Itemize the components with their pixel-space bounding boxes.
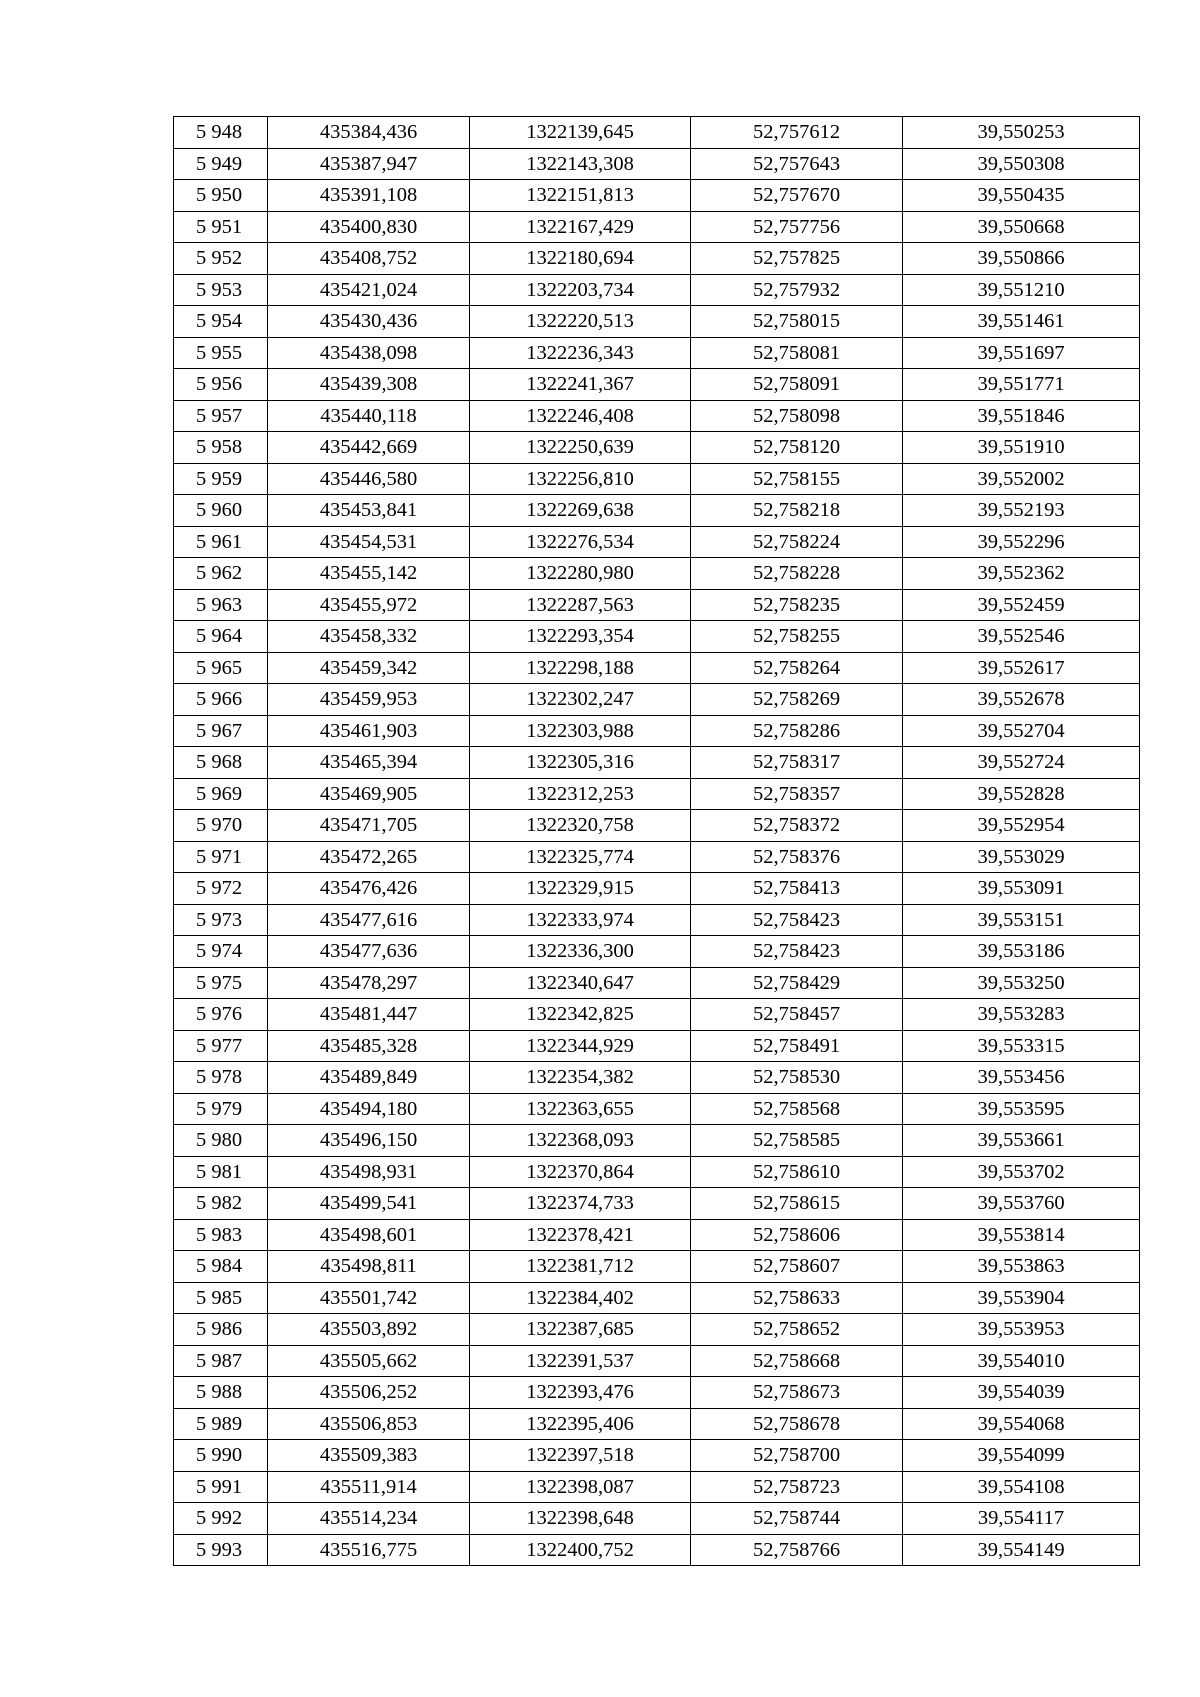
point-number-cell: 5 956	[174, 369, 268, 401]
point-number-cell: 5 970	[174, 810, 268, 842]
latitude-cell: 52,758766	[691, 1534, 903, 1566]
latitude-cell: 52,758224	[691, 526, 903, 558]
longitude-cell: 39,553953	[903, 1314, 1140, 1346]
table-row	[174, 1156, 1140, 1188]
x-coordinate-cell: 435387,947	[268, 148, 470, 180]
longitude-cell: 39,553661	[903, 1125, 1140, 1157]
x-coordinate-cell: 435459,953	[268, 684, 470, 716]
point-number-cell: 5 980	[174, 1125, 268, 1157]
latitude-cell: 52,758673	[691, 1377, 903, 1409]
point-number-cell: 5 965	[174, 652, 268, 684]
point-number-cell: 5 972	[174, 873, 268, 905]
y-coordinate-cell: 1322370,864	[470, 1156, 691, 1188]
latitude-cell: 52,758372	[691, 810, 903, 842]
x-coordinate-cell: 435485,328	[268, 1030, 470, 1062]
table-row	[174, 684, 1140, 716]
x-coordinate-cell: 435439,308	[268, 369, 470, 401]
x-coordinate-cell: 435453,841	[268, 495, 470, 527]
table-row	[174, 621, 1140, 653]
longitude-cell: 39,553814	[903, 1219, 1140, 1251]
longitude-cell: 39,553283	[903, 999, 1140, 1031]
y-coordinate-cell: 1322269,638	[470, 495, 691, 527]
table-row	[174, 1440, 1140, 1472]
x-coordinate-cell: 435455,142	[268, 558, 470, 590]
point-number-cell: 5 958	[174, 432, 268, 464]
longitude-cell: 39,551210	[903, 274, 1140, 306]
latitude-cell: 52,758235	[691, 589, 903, 621]
y-coordinate-cell: 1322400,752	[470, 1534, 691, 1566]
x-coordinate-cell: 435400,830	[268, 211, 470, 243]
y-coordinate-cell: 1322250,639	[470, 432, 691, 464]
y-coordinate-cell: 1322368,093	[470, 1125, 691, 1157]
x-coordinate-cell: 435469,905	[268, 778, 470, 810]
latitude-cell: 52,758615	[691, 1188, 903, 1220]
table-row	[174, 1125, 1140, 1157]
x-coordinate-cell: 435496,150	[268, 1125, 470, 1157]
point-number-cell: 5 975	[174, 967, 268, 999]
point-number-cell: 5 993	[174, 1534, 268, 1566]
x-coordinate-cell: 435476,426	[268, 873, 470, 905]
y-coordinate-cell: 1322342,825	[470, 999, 691, 1031]
x-coordinate-cell: 435478,297	[268, 967, 470, 999]
x-coordinate-cell: 435503,892	[268, 1314, 470, 1346]
longitude-cell: 39,552296	[903, 526, 1140, 558]
x-coordinate-cell: 435442,669	[268, 432, 470, 464]
x-coordinate-cell: 435446,580	[268, 463, 470, 495]
longitude-cell: 39,550435	[903, 180, 1140, 212]
table-row	[174, 1503, 1140, 1535]
table-row	[174, 810, 1140, 842]
longitude-cell: 39,554149	[903, 1534, 1140, 1566]
x-coordinate-cell: 435438,098	[268, 337, 470, 369]
table-row	[174, 306, 1140, 338]
table-row	[174, 1314, 1140, 1346]
point-number-cell: 5 991	[174, 1471, 268, 1503]
longitude-cell: 39,551461	[903, 306, 1140, 338]
longitude-cell: 39,553702	[903, 1156, 1140, 1188]
y-coordinate-cell: 1322387,685	[470, 1314, 691, 1346]
x-coordinate-cell: 435498,601	[268, 1219, 470, 1251]
x-coordinate-cell: 435465,394	[268, 747, 470, 779]
y-coordinate-cell: 1322167,429	[470, 211, 691, 243]
x-coordinate-cell: 435477,636	[268, 936, 470, 968]
x-coordinate-cell: 435489,849	[268, 1062, 470, 1094]
longitude-cell: 39,553760	[903, 1188, 1140, 1220]
point-number-cell: 5 967	[174, 715, 268, 747]
latitude-cell: 52,757670	[691, 180, 903, 212]
latitude-cell: 52,758269	[691, 684, 903, 716]
y-coordinate-cell: 1322256,810	[470, 463, 691, 495]
latitude-cell: 52,758744	[691, 1503, 903, 1535]
x-coordinate-cell: 435494,180	[268, 1093, 470, 1125]
y-coordinate-cell: 1322333,974	[470, 904, 691, 936]
y-coordinate-cell: 1322363,655	[470, 1093, 691, 1125]
x-coordinate-cell: 435509,383	[268, 1440, 470, 1472]
longitude-cell: 39,553456	[903, 1062, 1140, 1094]
point-number-cell: 5 984	[174, 1251, 268, 1283]
y-coordinate-cell: 1322384,402	[470, 1282, 691, 1314]
point-number-cell: 5 952	[174, 243, 268, 275]
point-number-cell: 5 954	[174, 306, 268, 338]
x-coordinate-cell: 435511,914	[268, 1471, 470, 1503]
table-row	[174, 1282, 1140, 1314]
table-row	[174, 589, 1140, 621]
point-number-cell: 5 960	[174, 495, 268, 527]
x-coordinate-cell: 435458,332	[268, 621, 470, 653]
longitude-cell: 39,554010	[903, 1345, 1140, 1377]
point-number-cell: 5 985	[174, 1282, 268, 1314]
y-coordinate-cell: 1322139,645	[470, 117, 691, 149]
x-coordinate-cell: 435477,616	[268, 904, 470, 936]
table-row	[174, 904, 1140, 936]
latitude-cell: 52,757612	[691, 117, 903, 149]
x-coordinate-cell: 435384,436	[268, 117, 470, 149]
longitude-cell: 39,550668	[903, 211, 1140, 243]
y-coordinate-cell: 1322381,712	[470, 1251, 691, 1283]
y-coordinate-cell: 1322203,734	[470, 274, 691, 306]
y-coordinate-cell: 1322320,758	[470, 810, 691, 842]
point-number-cell: 5 957	[174, 400, 268, 432]
latitude-cell: 52,758585	[691, 1125, 903, 1157]
x-coordinate-cell: 435481,447	[268, 999, 470, 1031]
latitude-cell: 52,758423	[691, 936, 903, 968]
x-coordinate-cell: 435455,972	[268, 589, 470, 621]
y-coordinate-cell: 1322336,300	[470, 936, 691, 968]
latitude-cell: 52,758317	[691, 747, 903, 779]
latitude-cell: 52,758155	[691, 463, 903, 495]
x-coordinate-cell: 435408,752	[268, 243, 470, 275]
point-number-cell: 5 950	[174, 180, 268, 212]
table-row	[174, 747, 1140, 779]
longitude-cell: 39,553091	[903, 873, 1140, 905]
point-number-cell: 5 977	[174, 1030, 268, 1062]
longitude-cell: 39,553250	[903, 967, 1140, 999]
longitude-cell: 39,552002	[903, 463, 1140, 495]
point-number-cell: 5 953	[174, 274, 268, 306]
latitude-cell: 52,758610	[691, 1156, 903, 1188]
longitude-cell: 39,552678	[903, 684, 1140, 716]
table-row	[174, 211, 1140, 243]
y-coordinate-cell: 1322151,813	[470, 180, 691, 212]
table-row	[174, 1219, 1140, 1251]
y-coordinate-cell: 1322236,343	[470, 337, 691, 369]
point-number-cell: 5 951	[174, 211, 268, 243]
point-number-cell: 5 966	[174, 684, 268, 716]
table-row	[174, 243, 1140, 275]
y-coordinate-cell: 1322374,733	[470, 1188, 691, 1220]
latitude-cell: 52,757825	[691, 243, 903, 275]
point-number-cell: 5 986	[174, 1314, 268, 1346]
point-number-cell: 5 955	[174, 337, 268, 369]
point-number-cell: 5 963	[174, 589, 268, 621]
y-coordinate-cell: 1322287,563	[470, 589, 691, 621]
y-coordinate-cell: 1322395,406	[470, 1408, 691, 1440]
longitude-cell: 39,554039	[903, 1377, 1140, 1409]
latitude-cell: 52,758098	[691, 400, 903, 432]
longitude-cell: 39,552617	[903, 652, 1140, 684]
latitude-cell: 52,758568	[691, 1093, 903, 1125]
point-number-cell: 5 979	[174, 1093, 268, 1125]
longitude-cell: 39,554099	[903, 1440, 1140, 1472]
point-number-cell: 5 976	[174, 999, 268, 1031]
point-number-cell: 5 990	[174, 1440, 268, 1472]
longitude-cell: 39,554108	[903, 1471, 1140, 1503]
coordinate-table	[173, 116, 1140, 1566]
x-coordinate-cell: 435514,234	[268, 1503, 470, 1535]
table-row	[174, 652, 1140, 684]
latitude-cell: 52,758633	[691, 1282, 903, 1314]
point-number-cell: 5 987	[174, 1345, 268, 1377]
x-coordinate-cell: 435472,265	[268, 841, 470, 873]
latitude-cell: 52,758413	[691, 873, 903, 905]
point-number-cell: 5 989	[174, 1408, 268, 1440]
latitude-cell: 52,758357	[691, 778, 903, 810]
table-row	[174, 463, 1140, 495]
latitude-cell: 52,757643	[691, 148, 903, 180]
table-row	[174, 715, 1140, 747]
table-row	[174, 873, 1140, 905]
longitude-cell: 39,553595	[903, 1093, 1140, 1125]
table-row	[174, 558, 1140, 590]
longitude-cell: 39,550253	[903, 117, 1140, 149]
longitude-cell: 39,552546	[903, 621, 1140, 653]
table-row	[174, 967, 1140, 999]
point-number-cell: 5 988	[174, 1377, 268, 1409]
latitude-cell: 52,758423	[691, 904, 903, 936]
point-number-cell: 5 982	[174, 1188, 268, 1220]
y-coordinate-cell: 1322305,316	[470, 747, 691, 779]
table-row	[174, 117, 1140, 149]
longitude-cell: 39,552954	[903, 810, 1140, 842]
latitude-cell: 52,758491	[691, 1030, 903, 1062]
latitude-cell: 52,758081	[691, 337, 903, 369]
latitude-cell: 52,758218	[691, 495, 903, 527]
longitude-cell: 39,552704	[903, 715, 1140, 747]
x-coordinate-cell: 435516,775	[268, 1534, 470, 1566]
longitude-cell: 39,553029	[903, 841, 1140, 873]
latitude-cell: 52,758723	[691, 1471, 903, 1503]
latitude-cell: 52,758668	[691, 1345, 903, 1377]
x-coordinate-cell: 435391,108	[268, 180, 470, 212]
latitude-cell: 52,757756	[691, 211, 903, 243]
longitude-cell: 39,550308	[903, 148, 1140, 180]
table-row	[174, 1188, 1140, 1220]
point-number-cell: 5 981	[174, 1156, 268, 1188]
table-row	[174, 1062, 1140, 1094]
y-coordinate-cell: 1322378,421	[470, 1219, 691, 1251]
latitude-cell: 52,757932	[691, 274, 903, 306]
table-row	[174, 369, 1140, 401]
point-number-cell: 5 978	[174, 1062, 268, 1094]
x-coordinate-cell: 435499,541	[268, 1188, 470, 1220]
point-number-cell: 5 992	[174, 1503, 268, 1535]
point-number-cell: 5 968	[174, 747, 268, 779]
y-coordinate-cell: 1322354,382	[470, 1062, 691, 1094]
table-row	[174, 1251, 1140, 1283]
y-coordinate-cell: 1322280,980	[470, 558, 691, 590]
x-coordinate-cell: 435506,853	[268, 1408, 470, 1440]
y-coordinate-cell: 1322391,537	[470, 1345, 691, 1377]
table-row	[174, 1534, 1140, 1566]
y-coordinate-cell: 1322298,188	[470, 652, 691, 684]
longitude-cell: 39,553863	[903, 1251, 1140, 1283]
y-coordinate-cell: 1322241,367	[470, 369, 691, 401]
longitude-cell: 39,553186	[903, 936, 1140, 968]
table-row	[174, 841, 1140, 873]
point-number-cell: 5 959	[174, 463, 268, 495]
longitude-cell: 39,551846	[903, 400, 1140, 432]
table-row	[174, 1030, 1140, 1062]
coordinate-table-body	[174, 117, 1140, 1566]
table-row	[174, 999, 1140, 1031]
x-coordinate-cell: 435501,742	[268, 1282, 470, 1314]
x-coordinate-cell: 435421,024	[268, 274, 470, 306]
point-number-cell: 5 974	[174, 936, 268, 968]
x-coordinate-cell: 435498,811	[268, 1251, 470, 1283]
y-coordinate-cell: 1322303,988	[470, 715, 691, 747]
y-coordinate-cell: 1322302,247	[470, 684, 691, 716]
point-number-cell: 5 983	[174, 1219, 268, 1251]
y-coordinate-cell: 1322312,253	[470, 778, 691, 810]
longitude-cell: 39,552459	[903, 589, 1140, 621]
y-coordinate-cell: 1322398,087	[470, 1471, 691, 1503]
y-coordinate-cell: 1322398,648	[470, 1503, 691, 1535]
latitude-cell: 52,758228	[691, 558, 903, 590]
longitude-cell: 39,552724	[903, 747, 1140, 779]
longitude-cell: 39,552828	[903, 778, 1140, 810]
longitude-cell: 39,553904	[903, 1282, 1140, 1314]
longitude-cell: 39,554068	[903, 1408, 1140, 1440]
table-row	[174, 936, 1140, 968]
table-row	[174, 400, 1140, 432]
latitude-cell: 52,758700	[691, 1440, 903, 1472]
x-coordinate-cell: 435440,118	[268, 400, 470, 432]
latitude-cell: 52,758264	[691, 652, 903, 684]
latitude-cell: 52,758607	[691, 1251, 903, 1283]
y-coordinate-cell: 1322340,647	[470, 967, 691, 999]
x-coordinate-cell: 435454,531	[268, 526, 470, 558]
longitude-cell: 39,551697	[903, 337, 1140, 369]
longitude-cell: 39,550866	[903, 243, 1140, 275]
y-coordinate-cell: 1322180,694	[470, 243, 691, 275]
y-coordinate-cell: 1322276,534	[470, 526, 691, 558]
latitude-cell: 52,758606	[691, 1219, 903, 1251]
longitude-cell: 39,551910	[903, 432, 1140, 464]
x-coordinate-cell: 435430,436	[268, 306, 470, 338]
point-number-cell: 5 961	[174, 526, 268, 558]
x-coordinate-cell: 435459,342	[268, 652, 470, 684]
longitude-cell: 39,551771	[903, 369, 1140, 401]
table-row	[174, 495, 1140, 527]
table-row	[174, 778, 1140, 810]
latitude-cell: 52,758652	[691, 1314, 903, 1346]
table-row	[174, 1471, 1140, 1503]
point-number-cell: 5 948	[174, 117, 268, 149]
longitude-cell: 39,552193	[903, 495, 1140, 527]
x-coordinate-cell: 435471,705	[268, 810, 470, 842]
point-number-cell: 5 971	[174, 841, 268, 873]
latitude-cell: 52,758120	[691, 432, 903, 464]
x-coordinate-cell: 435505,662	[268, 1345, 470, 1377]
longitude-cell: 39,553151	[903, 904, 1140, 936]
y-coordinate-cell: 1322143,308	[470, 148, 691, 180]
table-row	[174, 337, 1140, 369]
point-number-cell: 5 964	[174, 621, 268, 653]
y-coordinate-cell: 1322393,476	[470, 1377, 691, 1409]
point-number-cell: 5 949	[174, 148, 268, 180]
latitude-cell: 52,758429	[691, 967, 903, 999]
latitude-cell: 52,758255	[691, 621, 903, 653]
table-row	[174, 274, 1140, 306]
x-coordinate-cell: 435498,931	[268, 1156, 470, 1188]
latitude-cell: 52,758457	[691, 999, 903, 1031]
table-row	[174, 1093, 1140, 1125]
table-row	[174, 180, 1140, 212]
table-row	[174, 526, 1140, 558]
latitude-cell: 52,758015	[691, 306, 903, 338]
x-coordinate-cell: 435506,252	[268, 1377, 470, 1409]
point-number-cell: 5 969	[174, 778, 268, 810]
longitude-cell: 39,554117	[903, 1503, 1140, 1535]
latitude-cell: 52,758286	[691, 715, 903, 747]
point-number-cell: 5 973	[174, 904, 268, 936]
y-coordinate-cell: 1322397,518	[470, 1440, 691, 1472]
y-coordinate-cell: 1322329,915	[470, 873, 691, 905]
latitude-cell: 52,758376	[691, 841, 903, 873]
y-coordinate-cell: 1322246,408	[470, 400, 691, 432]
point-number-cell: 5 962	[174, 558, 268, 590]
table-row	[174, 148, 1140, 180]
y-coordinate-cell: 1322220,513	[470, 306, 691, 338]
table-row	[174, 1377, 1140, 1409]
latitude-cell: 52,758678	[691, 1408, 903, 1440]
y-coordinate-cell: 1322293,354	[470, 621, 691, 653]
latitude-cell: 52,758091	[691, 369, 903, 401]
x-coordinate-cell: 435461,903	[268, 715, 470, 747]
y-coordinate-cell: 1322325,774	[470, 841, 691, 873]
table-row	[174, 432, 1140, 464]
longitude-cell: 39,552362	[903, 558, 1140, 590]
table-row	[174, 1345, 1140, 1377]
y-coordinate-cell: 1322344,929	[470, 1030, 691, 1062]
table-row	[174, 1408, 1140, 1440]
latitude-cell: 52,758530	[691, 1062, 903, 1094]
longitude-cell: 39,553315	[903, 1030, 1140, 1062]
